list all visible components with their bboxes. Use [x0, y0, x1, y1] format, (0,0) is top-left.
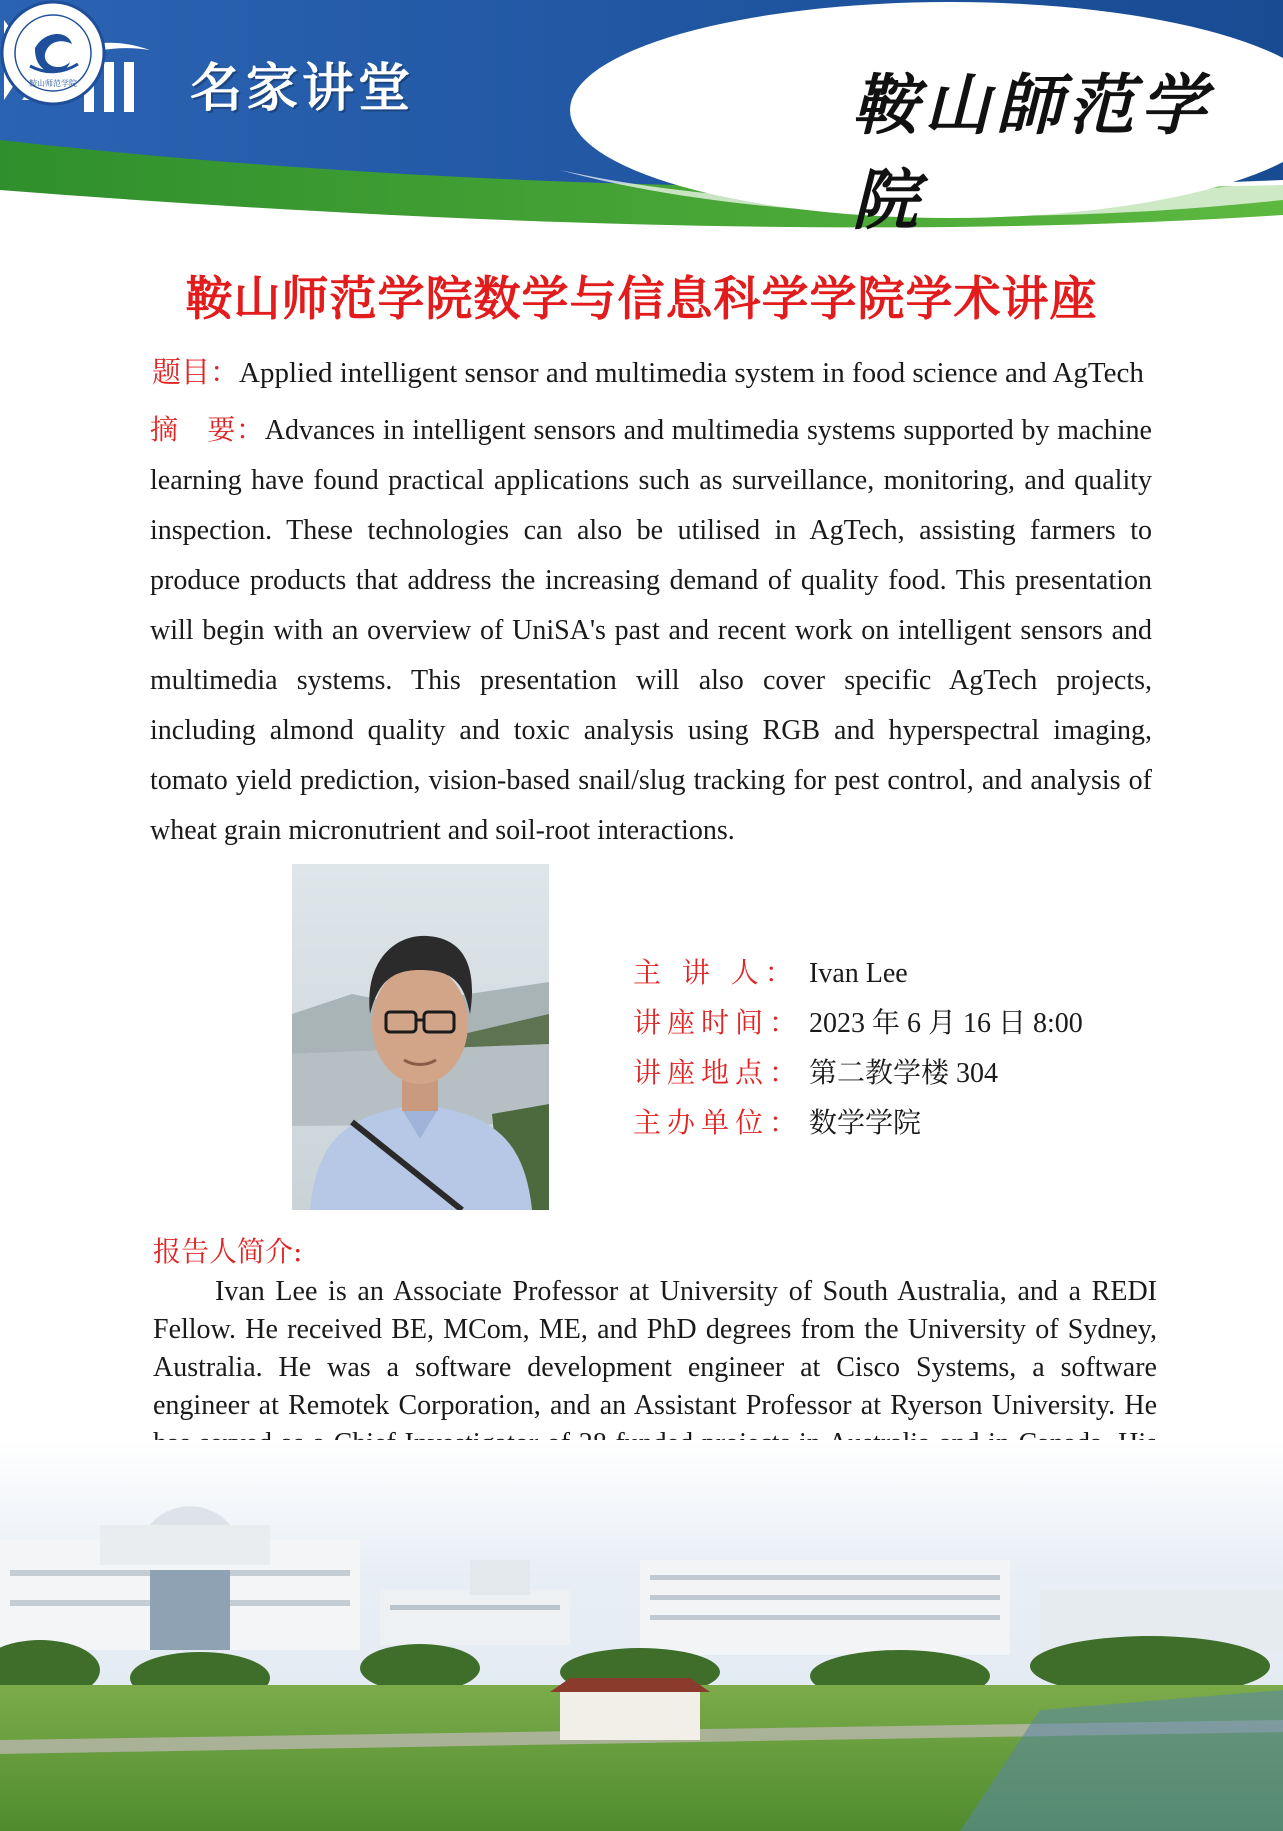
topic-line [152, 352, 1162, 393]
speaker-label: 主 讲 人： [633, 956, 799, 989]
lecture-organizer: 数学学院 [809, 1108, 922, 1139]
speaker-bio: Ivan Lee is an Associate Professor at University of South Australia, and a REDI Fellow. He received BE, MCom, ME, and PhD degrees from the University of Sydney, Australia. He was a software development engineer at Cisco Systems, a software engineer at Remotek Corporation, and an Assistant Professor at Ryerson University. He [153, 1276, 1157, 1421]
bio-label: 报告人简介: [153, 1235, 303, 1268]
abstract-label: 摘 要： [150, 413, 265, 446]
campus-panorama [0, 1440, 1283, 1831]
abstract [150, 405, 1152, 856]
university-name: 鞍山師范学院 [852, 66, 1212, 239]
place-label: 讲座地点： [633, 1056, 804, 1089]
organizer-row [633, 1098, 1193, 1148]
seal-text: 鞍山师范学院 [29, 79, 77, 88]
university-seal-icon [0, 0, 106, 106]
series-label: 名家讲堂 [190, 59, 415, 119]
lecture-title: 鞍山师范学院数学与信息科学学院学术讲座 [185, 272, 1098, 327]
lecture-time: 2023 年 6 月 16 日 8:00 [809, 1008, 1083, 1039]
speaker-photo [292, 864, 549, 1210]
lecture-info [633, 948, 1193, 1148]
speaker-row [633, 948, 1193, 998]
lecture-place: 第二教学楼 304 [809, 1058, 999, 1089]
topic-label: 题目： [152, 355, 240, 389]
abstract-text: Advances in intelligent sensors and multimedia systems supported by machine learning have found practical applications such as surveillance, monitoring, and quality inspection. These technologies can also be utilised in AgTech, assisting farmers to produce products that address the increasing demand of quality food. This presentation will begin with an overview of UniSA's past and recent work on intelligent sensors and multimedia systems. This presentation will also cover specific AgTech projects, including almond quality and toxic analysis using RGB and hyperspectral imaging, tomato yield prediction, vision-based snail/slug tracking for pest control, and analysis of wheat grain micronutrient and soil-root interactions. [150, 415, 1152, 846]
time-row [633, 998, 1193, 1048]
time-label: 讲座时间： [633, 1006, 804, 1039]
speaker-name: Ivan Lee [809, 958, 908, 989]
topic-text: Applied intelligent sensor and multimedia system in food science and AgTech [239, 357, 1144, 389]
organizer-label: 主办单位： [633, 1106, 804, 1139]
place-row [633, 1048, 1193, 1098]
header-banner [0, 0, 1283, 260]
